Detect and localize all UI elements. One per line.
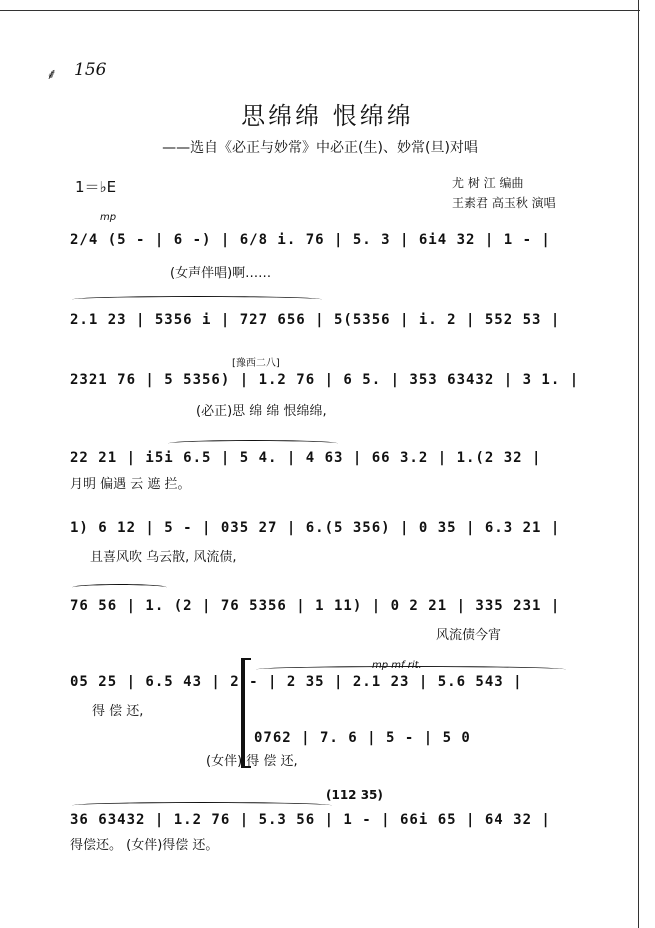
- slur-mark: [256, 666, 566, 673]
- page-number: 156: [74, 60, 107, 80]
- lyric-line: 得 偿 还,: [92, 704, 144, 719]
- notation-line: 0762 | 7. 6 | 5 - | 5 0: [254, 730, 471, 746]
- section-marker: [豫西二八]: [232, 358, 280, 369]
- lyric-line: (必正)思 绵 绵 恨绵绵,: [196, 404, 327, 419]
- lyric-line: 月明 偏遇 云 遮 拦。: [70, 477, 191, 492]
- notation-line: 2/4 (5 - | 6 -) | 6/8 i. 76 | 5. 3 | 6i4 32 | 1 - |: [70, 232, 551, 248]
- page-frame-top: [0, 0, 640, 11]
- page-frame-right: [638, 0, 655, 928]
- lyric-line: 且喜风吹 乌云散, 风流债,: [90, 550, 237, 565]
- notation-line: 1) 6 12 | 5 - | 035 27 | 6.(5 356) | 0 35 | 6.3 21 |: [70, 520, 561, 536]
- notation-line: 36 63432 | 1.2 76 | 5.3 56 | 1 - | 66i 65 | 64 32 |: [70, 812, 551, 828]
- slur-mark: [72, 802, 332, 809]
- dynamic-mark: mp mf rit.: [372, 660, 422, 671]
- composer-credit: 尤 树 江 编曲: [452, 176, 524, 190]
- lyric-line: (女伴) 得 偿 还,: [206, 754, 298, 769]
- notation-line: 05 25 | 6.5 43 | 2 - | 2 35 | 2.1 23 | 5.6 543 |: [70, 674, 523, 690]
- slur-mark: [72, 584, 167, 591]
- notation-line: 76 56 | 1. (2 | 76 5356 | 1 11) | 0 2 21 | 335 231 |: [70, 598, 561, 614]
- song-subtitle: ——选自《必正与妙常》中必正(生)、妙常(旦)对唱: [162, 140, 478, 156]
- song-title: 思绵绵 恨绵绵: [241, 102, 414, 130]
- page-ornament-icon: ⸙: [46, 65, 58, 83]
- notation-line: 22 21 | i5i 6.5 | 5 4. | 4 63 | 66 3.2 | 1.(2 32 |: [70, 450, 542, 466]
- singer-credit: 王素君 高玉秋 演唱: [452, 196, 556, 210]
- key-signature: 1＝♭E: [75, 178, 117, 196]
- section-marker: (112 35): [326, 788, 383, 802]
- slur-mark: [168, 440, 338, 447]
- slur-mark: [72, 296, 322, 303]
- notation-line: 2321 76 | 5 5356) | 1.2 76 | 6 5. | 353 63432 | 3 1. |: [70, 372, 580, 388]
- dynamic-mark: mp: [100, 212, 117, 223]
- lyric-line: 风流债今宵: [436, 628, 502, 643]
- lyric-line: 得偿还。 (女伴)得偿 还。: [70, 838, 219, 853]
- lyric-line: (女声伴唱)啊……: [170, 266, 272, 281]
- notation-line: 2.1 23 | 5356 i | 727 656 | 5(5356 | i. 2 | 552 53 |: [70, 312, 561, 328]
